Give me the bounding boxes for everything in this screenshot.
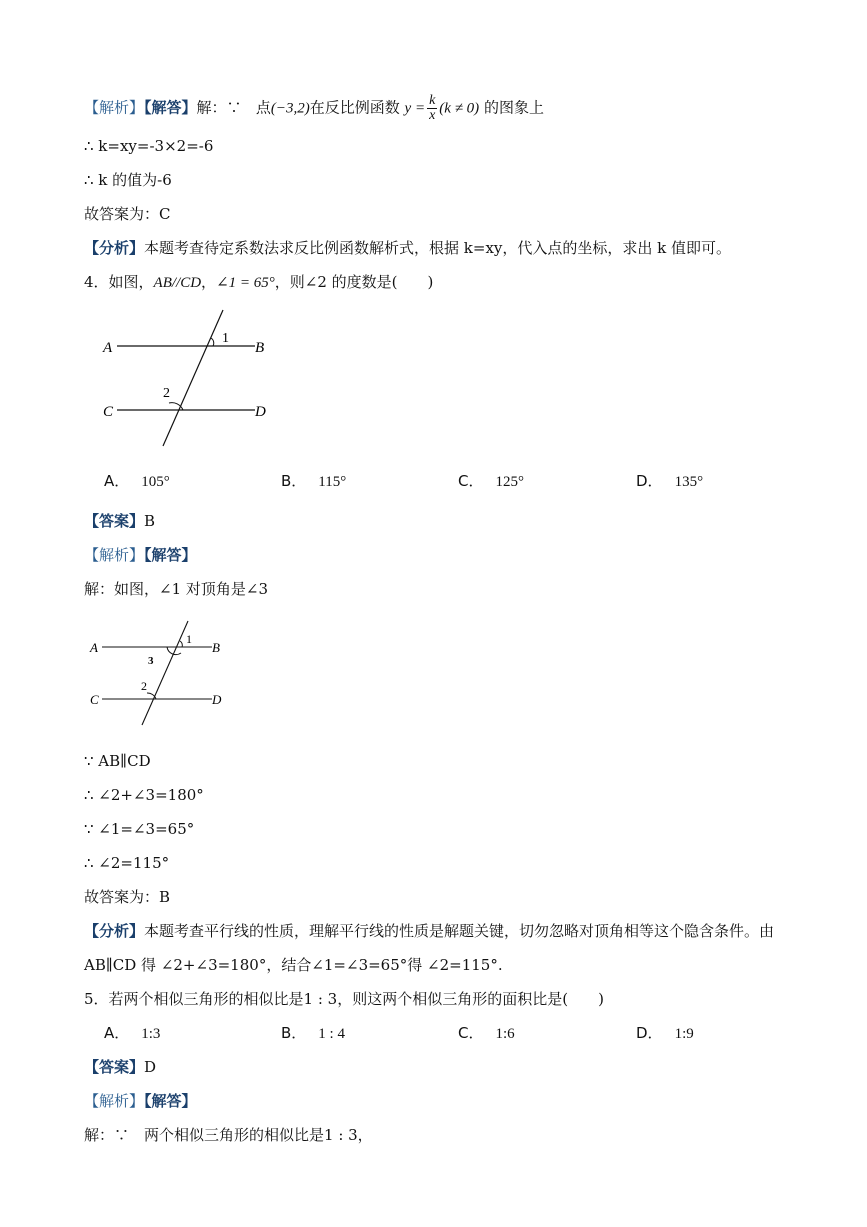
q4-stem <box>84 272 433 293</box>
label-1: 1 <box>222 331 229 346</box>
solution-tag: 【解答】 <box>144 98 197 117</box>
q5-option-c: C． 1:6 <box>458 1024 515 1042</box>
p1-frac-den: x <box>429 108 436 123</box>
label-a: A <box>90 640 98 655</box>
p1-fraction <box>427 94 437 123</box>
p1-step-1: ∴ k=xy=-3×2=-6 <box>84 137 214 155</box>
q4-analysis-tag: 【分析】 <box>84 922 145 940</box>
p1-line <box>84 93 544 123</box>
p1-point: (−3,2) <box>270 100 310 117</box>
angle-2-arc <box>169 403 183 410</box>
p1-post: 的图象上 <box>483 98 544 117</box>
p1-analysis <box>84 238 731 258</box>
q5-solution: 解：∵ 两个相似三角形的相似比是1 : 3， <box>84 1126 373 1144</box>
q5-answer-tag: 【答案】 <box>84 1058 145 1076</box>
q4-option-b: B． 115° <box>281 472 347 490</box>
angle-2-arc <box>147 693 156 699</box>
q4-figure <box>95 300 285 455</box>
label-c: C <box>103 404 114 420</box>
q4-analysis-cont: AB∥CD 得 ∠2+∠3=180°，结合∠1=∠3=65°得 ∠2=115°. <box>84 956 503 974</box>
q5-solution-header: 【解析】【解答】 <box>84 1092 197 1110</box>
q4-step-1: ∵ AB∥CD <box>84 752 151 770</box>
p1-step-2: ∴ k 的值为-6 <box>84 171 172 189</box>
q4-sep: ， <box>201 273 217 291</box>
label-c: C <box>90 692 99 707</box>
p1-analysis-text: 本题考查待定系数法求反比例函数解析式，根据 k=xy，代入点的坐标，求出 k 值即可。 <box>144 239 732 257</box>
q4-cond2: ∠1 = 65° <box>216 275 275 291</box>
q4-answer-tag: 【答案】 <box>84 512 145 530</box>
q4-analysis <box>84 921 774 941</box>
q4-solution-figure <box>86 617 236 729</box>
q4-step-2: ∴ ∠2+∠3=180° <box>84 786 204 804</box>
p1-lead: 解：∵ <box>196 98 242 117</box>
q4-conclusion: 故答案为：B <box>84 888 171 906</box>
q4-answer <box>84 511 155 531</box>
p1-y-eq: y = <box>404 100 426 117</box>
label-d: D <box>255 404 266 420</box>
q4-step-3: ∵ ∠1=∠3=65° <box>84 820 195 838</box>
q5-answer-value: D <box>144 1058 157 1076</box>
analysis-tag: 【解析】 <box>84 98 145 117</box>
q4-analysis-text: 本题考查平行线的性质，理解平行线的性质是解题关键，切勿忽略对顶角相等这个隐含条件。由 <box>144 922 775 940</box>
q4-step-4: ∴ ∠2=115° <box>84 854 170 872</box>
p1-cond: (k ≠ 0) <box>439 100 480 117</box>
q5-answer <box>84 1057 156 1077</box>
transversal <box>142 621 188 725</box>
q4-cond1: AB//CD <box>153 275 202 291</box>
q4-option-a: A． 105° <box>104 472 170 490</box>
p1-mid: 在反比例函数 <box>309 98 400 117</box>
q5-option-b: B． 1 : 4 <box>281 1024 345 1042</box>
q5-stem: 5．若两个相似三角形的相似比是1 : 3，则这两个相似三角形的面积比是( ) <box>84 990 604 1008</box>
q4-answer-value: B <box>144 512 156 530</box>
transversal <box>163 310 223 446</box>
q4-solution-header: 【解析】【解答】 <box>84 546 197 564</box>
q4-option-d: D． 135° <box>636 472 704 490</box>
label-b: B <box>212 640 220 655</box>
label-a: A <box>103 340 113 356</box>
angle-1-arc <box>211 338 214 346</box>
label-b: B <box>255 340 265 356</box>
label-3: 3 <box>148 655 154 667</box>
label-2: 2 <box>163 386 170 401</box>
q5-option-a: A． 1:3 <box>104 1024 161 1042</box>
p1-conclusion: 故答案为：C <box>84 205 171 223</box>
label-1: 1 <box>186 632 192 646</box>
p1-pre: 点 <box>255 98 271 117</box>
q4-number: 4．如图， <box>84 273 154 291</box>
p1-analysis-tag: 【分析】 <box>84 239 145 257</box>
label-2: 2 <box>141 679 147 693</box>
q4-tail: ，则∠2 的度数是( ) <box>274 273 434 291</box>
q4-solution-intro: 解：如图，∠1 对顶角是∠3 <box>84 580 268 598</box>
label-d: D <box>212 692 222 707</box>
q5-option-d: D． 1:9 <box>636 1024 694 1042</box>
q4-option-c: C． 125° <box>458 472 524 490</box>
angle-1-arc <box>180 641 182 647</box>
p1-frac-num: k <box>429 93 436 108</box>
